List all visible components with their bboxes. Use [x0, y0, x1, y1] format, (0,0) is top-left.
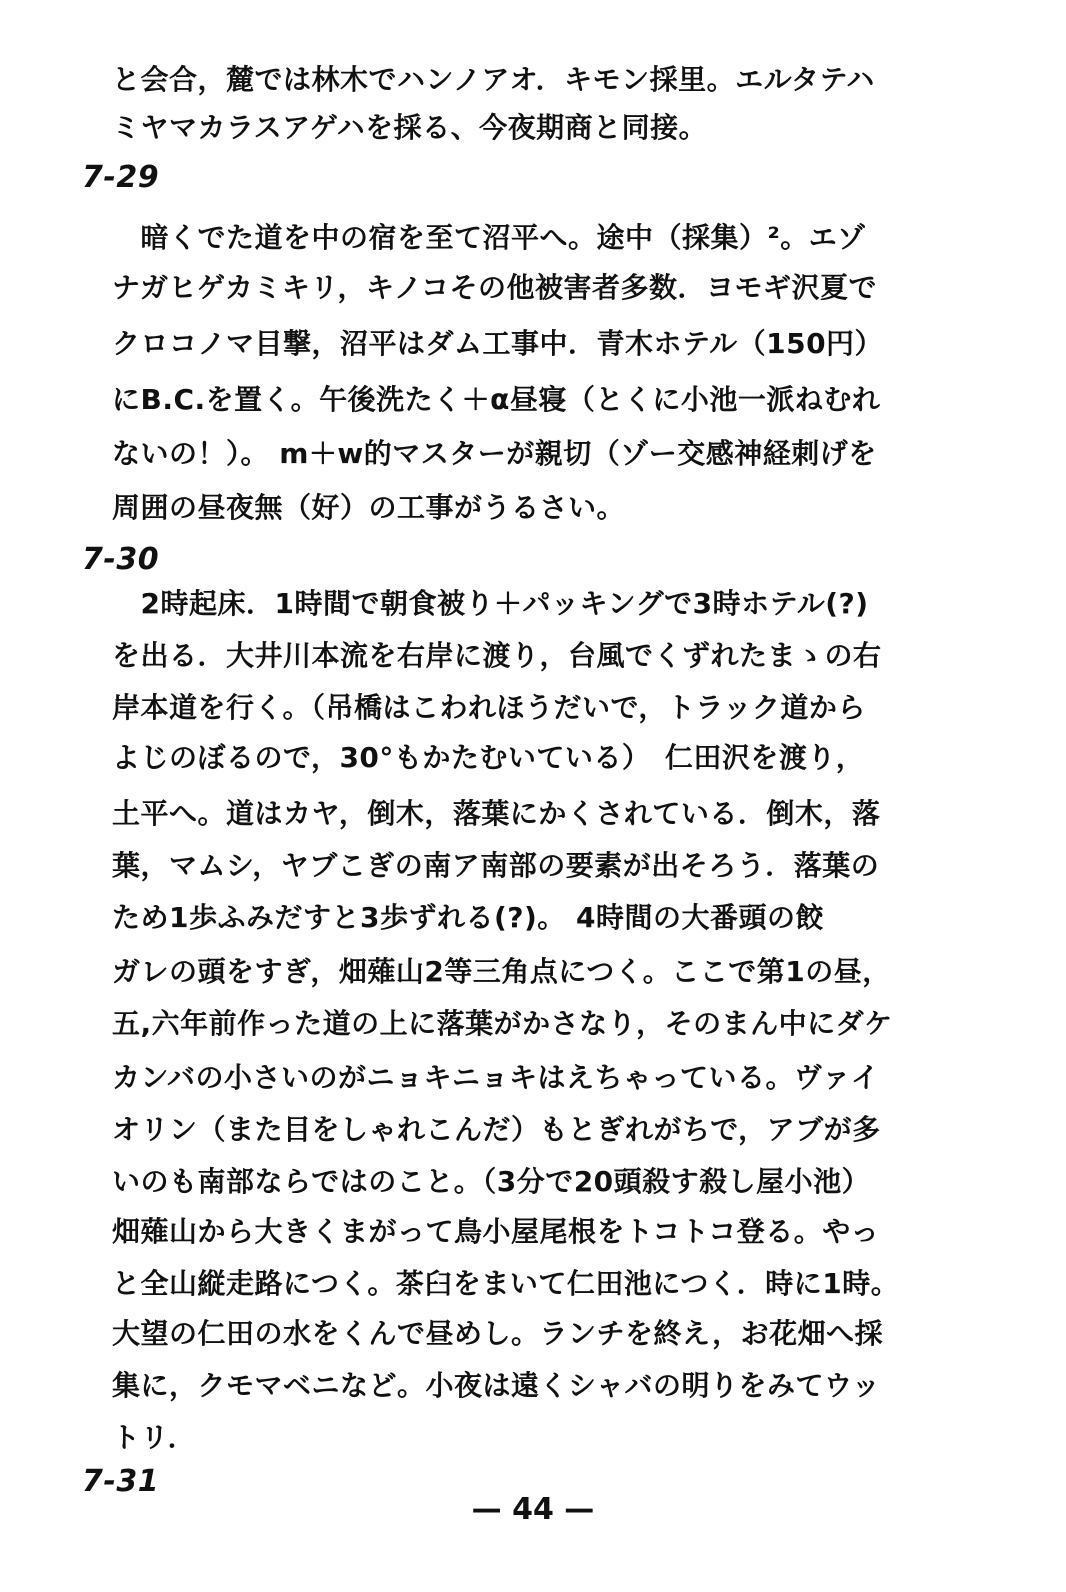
text-line: 集に，クモマベニなど。小夜は遠くシャバの明りをみてウッ [112, 1369, 881, 1402]
text-line: ないの！）。 m＋w的マスターが親切（ゾー交感神経刺げを [112, 437, 877, 470]
text-line: 畑薙山から大きくまがって鳥小屋尾根をトコトコ登る。やっ [112, 1215, 880, 1248]
page-number: — 44 — [471, 1492, 595, 1527]
text-line: ため1歩ふみだすと3歩ずれる(?)。 4時間の大番頭の餃 [112, 901, 825, 934]
date-heading: 7-29 [82, 160, 160, 195]
text-line: 岸本道を行く。（吊橋はこわれほうだいで，トラック道から [112, 691, 866, 724]
text-line: トリ． [112, 1421, 197, 1454]
text-line: ガレの頭をすぎ，畑薙山2等三角点につく。ここで第1の昼， [112, 955, 891, 988]
text-line: 2時起床．1時間で朝食被り＋パッキングで3時ホテル(?) [112, 587, 869, 620]
text-line: ナガヒゲカミキリ，キノコその他被害者多数．ヨモギ沢夏で [112, 271, 878, 304]
text-line: を出る．大井川本流を右岸に渡り，台風でくずれたまゝの右 [112, 639, 882, 672]
text-line: ミヤマカラスアゲハを採る、今夜期商と同接。 [112, 111, 708, 144]
text-line: いのも南部ならではのこと。（3分で20頭殺す殺し屋小池） [112, 1165, 871, 1198]
text-line: と会合，麓では林木でハンノアオ．キモン採里。エルタテハ [112, 63, 875, 96]
text-line: クロコノマ目撃，沼平はダム工事中．青木ホテル（150円） [112, 327, 884, 360]
text-line: にB.C.を置く。午後洗たく＋α昼寝（とくに小池一派ねむれ [112, 383, 881, 416]
text-line: 土平へ。道はカヤ，倒木，落葉にかくされている．倒木，落 [112, 797, 881, 830]
text-line: と全山縦走路につく。茶臼をまいて仁田池につく．時に1時。 [112, 1267, 900, 1300]
text-line: 暗くでた道を中の宿を至て沼平へ。途中（採集）²。エゾ [112, 221, 866, 254]
text-line: よじのぼるので，30°もかたむいている） 仁田沢を渡り， [112, 741, 865, 774]
text-line: 大望の仁田の水をくんで昼めし。ランチを終え，お花畑へ採 [112, 1317, 884, 1350]
date-heading: 7-31 [82, 1464, 160, 1499]
text-line: 五,六年前作った道の上に落葉がかさなり，そのまん中にダケ [112, 1007, 893, 1040]
text-line: カンバの小さいのがニョキニョキはえちゃっている。ヴァイ [112, 1061, 880, 1094]
text-line: 周囲の昼夜無（好）の工事がうるさい。 [112, 491, 626, 524]
text-line: オリン（また目をしゃれこんだ）もとぎれがちで，アブが多 [112, 1113, 881, 1146]
date-heading: 7-30 [82, 542, 160, 577]
text-line: 葉，マムシ，ヤブこぎの南ア南部の要素が出そろう．落葉の [112, 849, 880, 882]
